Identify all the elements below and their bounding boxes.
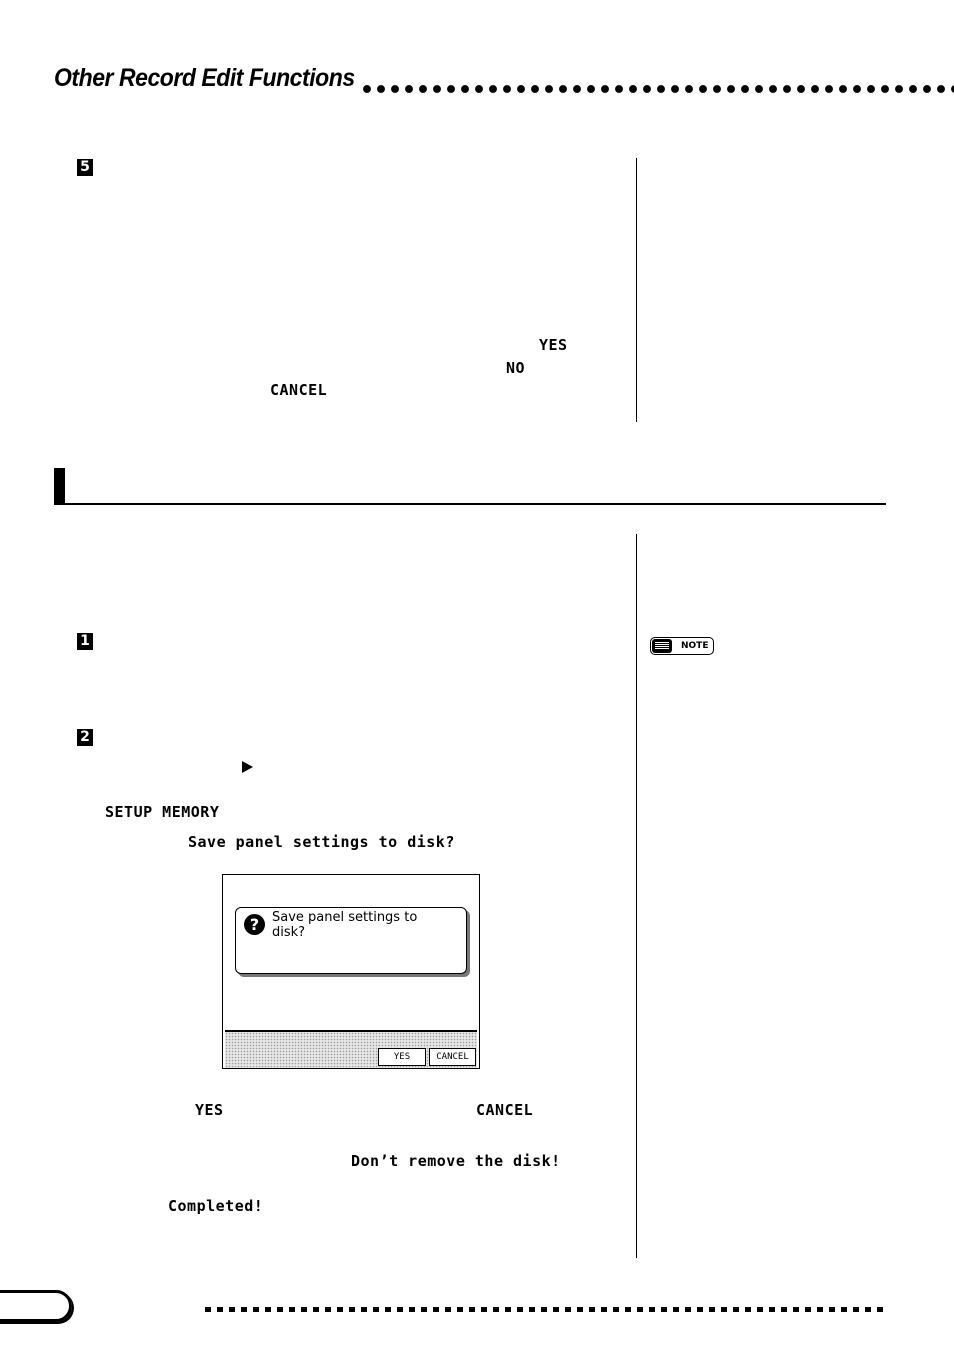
setup-memory-term: SETUP MEMORY <box>105 803 220 821</box>
step-1-badge: 1 <box>77 633 93 650</box>
question-icon: ? <box>244 914 265 935</box>
page-number-tab <box>0 1290 72 1322</box>
column-divider-top <box>636 158 637 422</box>
cancel-term: CANCEL <box>270 381 328 399</box>
right-arrow-icon <box>242 761 253 773</box>
lcd-screen <box>222 874 480 1069</box>
section-heading-rule <box>54 503 886 505</box>
header-dotted-leader <box>360 84 954 94</box>
screen-yes-button[interactable]: YES <box>378 1048 426 1066</box>
yes-term-2: YES <box>195 1101 224 1119</box>
save-prompt-term: Save panel settings to disk? <box>188 833 455 851</box>
column-divider-bottom <box>636 534 637 1258</box>
footer-dashed-line <box>205 1307 889 1312</box>
section-heading-bar <box>54 468 65 505</box>
step-5-badge: 5 <box>77 159 93 176</box>
confirm-dialog <box>235 907 467 974</box>
completed-term: Completed! <box>168 1197 264 1215</box>
screen-cancel-button[interactable]: CANCEL <box>429 1048 476 1066</box>
page-header-title: Other Record Edit Functions <box>54 64 355 92</box>
cancel-term-2: CANCEL <box>476 1101 534 1119</box>
screen-button-bar <box>225 1030 477 1068</box>
dialog-message: Save panel settings to disk? <box>272 910 418 940</box>
no-term: NO <box>506 359 526 377</box>
step-2-badge: 2 <box>77 729 93 746</box>
note-icon <box>650 637 714 655</box>
note-label: NOTE <box>681 641 709 651</box>
dont-remove-disk-term: Don’t remove the disk! <box>351 1152 561 1170</box>
yes-term: YES <box>539 336 568 354</box>
note-book-icon <box>652 639 672 653</box>
